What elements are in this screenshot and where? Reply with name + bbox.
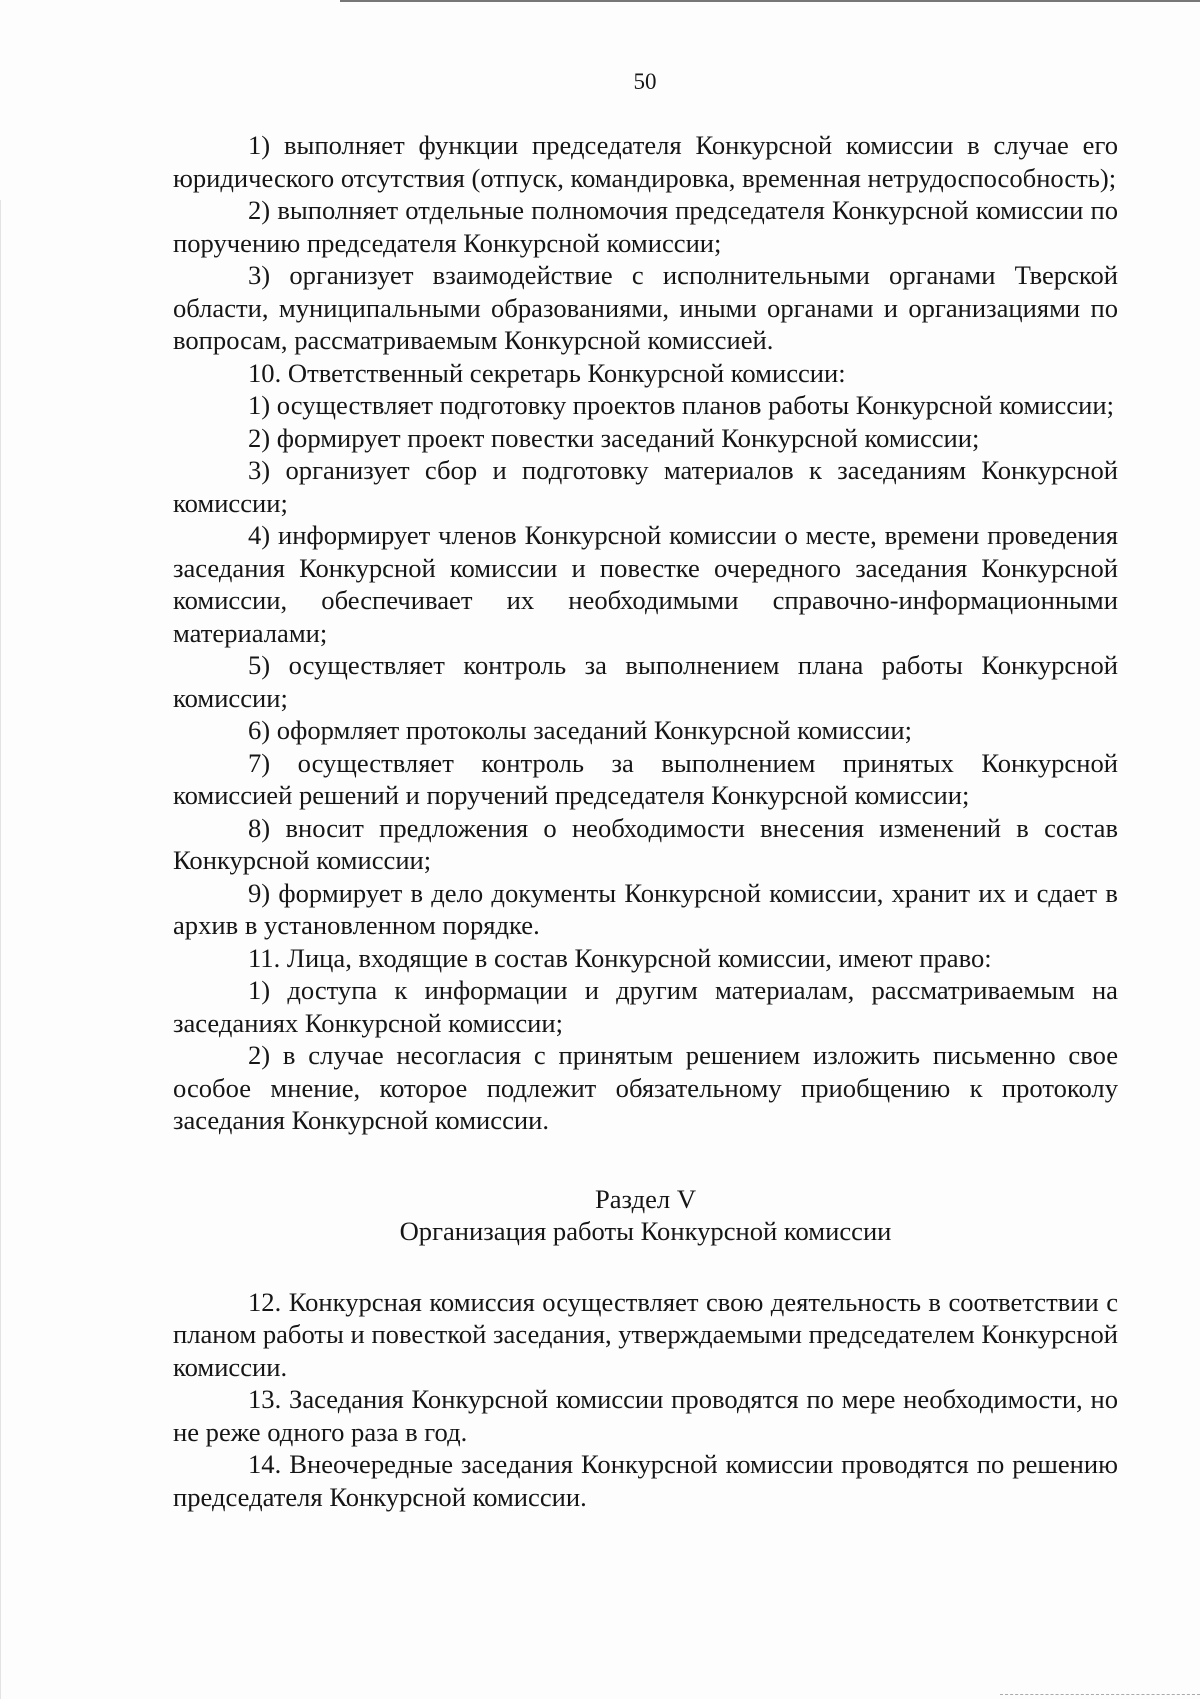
paragraph: 2) формирует проект повестки заседаний Конкурсной комиссии; [248,422,980,453]
paragraph: 1) доступа к информации и другим материалам, рассматриваемым на заседаниях Конкурсной комиссии; [173,975,1118,1038]
paragraph: 3) организует сбор и подготовку материалов к заседаниям Конкурсной комиссии; [173,455,1118,518]
paragraph: 14. Внеочередные заседания Конкурсной комиссии проводятся по решению председателя Конкурсной комиссии. [173,1449,1118,1512]
paragraph: 13. Заседания Конкурсной комиссии проводятся по мере необходимости, но не реже одного раза в год. [173,1384,1118,1447]
paragraph: 2) в случае несогласия с принятым решением изложить письменно свое особое мнение, которое подлежит обязательному приобщению к протоколу заседания Конкурсной комиссии. [173,1040,1118,1135]
paragraph: 5) осуществляет контроль за выполнением плана работы Конкурсной комиссии; [173,650,1118,713]
paragraph: 2) выполняет отдельные полномочия председателя Конкурсной комиссии по поручению председателя Конкурсной комиссии; [173,195,1118,258]
paragraph: 8) вносит предложения о необходимости внесения изменений в состав Конкурсной комиссии; [173,812,1118,875]
paragraph: 7) осуществляет контроль за выполнением принятых Конкурсной комиссией решений и поручений председателя Конкурсной комиссии; [173,747,1118,810]
paragraph: 1) осуществляет подготовку проектов планов работы Конкурсной комиссии; [248,390,1114,420]
paragraph: 3) организует взаимодействие с исполнительными органами Тверской области, муниципальными образованиями, иными органами и организациями по вопросам, рассматриваемым Конкурсной комиссией. [173,260,1118,355]
paragraph: 10. Ответственный секретарь Конкурсной комиссии: [248,357,846,388]
scan-top-edge [340,0,1200,2]
paragraph: 11. Лица, входящие в состав Конкурсной комиссии, имеют право: [248,942,992,973]
page-number: 50 [633,69,657,94]
paragraph: 6) оформляет протоколы заседаний Конкурсной комиссии; [248,715,913,745]
section-number: Раздел V [594,1183,697,1214]
document-body [173,129,1118,1513]
scan-left-edge [0,200,1,1699]
section-title: Организация работы Конкурсной комиссии [399,1216,892,1246]
paragraph: 1) выполняет функции председателя Конкурсной комиссии в случае его юридического отсутствия (отпуск, командировка, временная нетрудоспособность); [173,130,1118,193]
scan-bottom-edge [1000,1694,1200,1696]
paragraph: 12. Конкурсная комиссия осуществляет свою деятельность в соответствии с планом работы и повесткой заседания, утверждаемыми председателем Конкурсной комиссии. [173,1286,1118,1382]
paragraph: 9) формирует в дело документы Конкурсной комиссии, хранит их и сдает в архив в установленном порядке. [173,877,1118,940]
paragraph: 4) информирует членов Конкурсной комиссии о месте, времени проведения заседания Конкурсной комиссии и повестке очередного заседания Конкурсной комиссии, обеспечивает их необходимыми справочно-информационными материалами; [173,520,1118,648]
